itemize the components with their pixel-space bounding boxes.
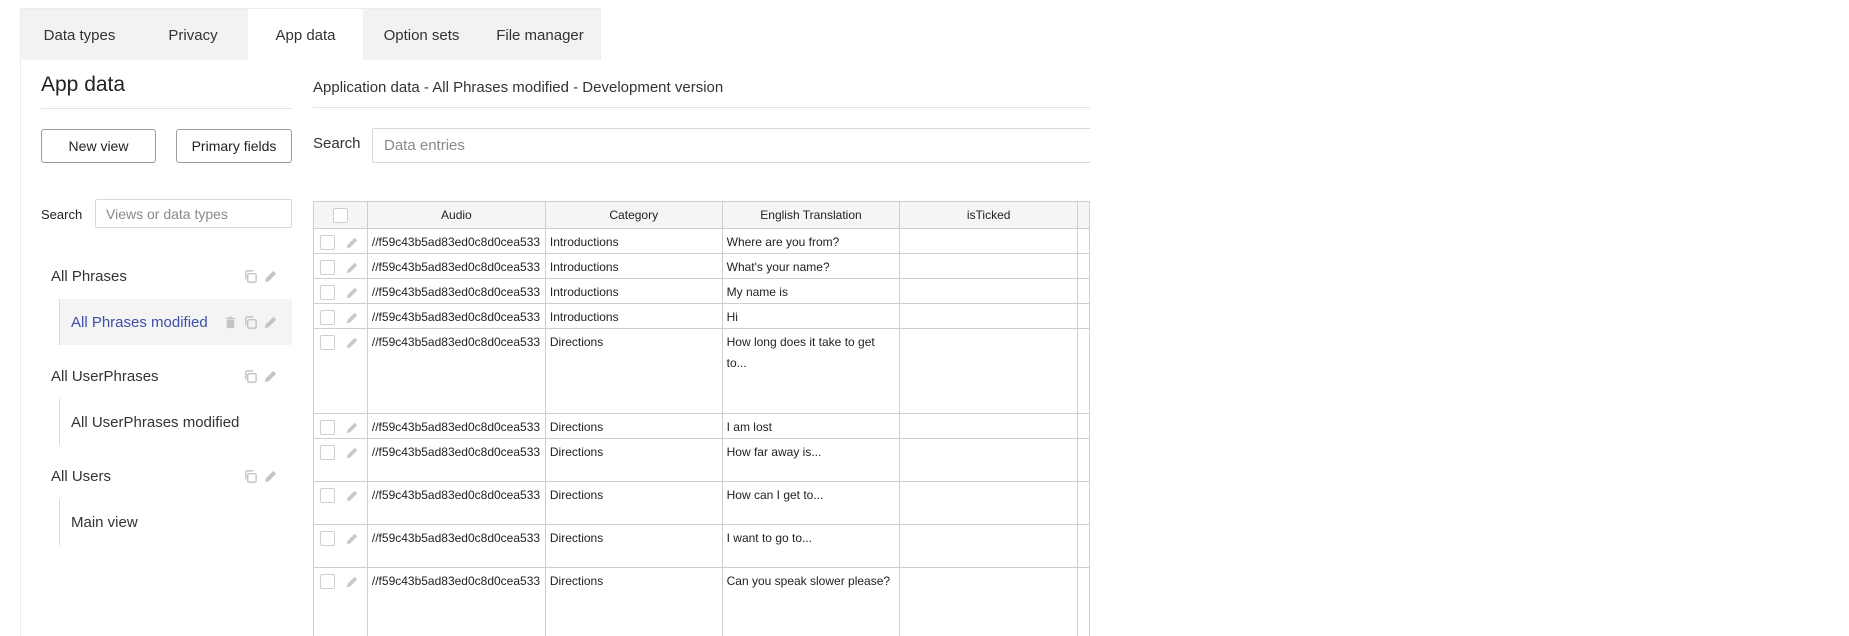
cell-english-translation[interactable]: Can you speak slower please?: [722, 568, 900, 636]
cell-english-translation[interactable]: How can I get to...: [722, 482, 900, 525]
cell-overflow: [1077, 254, 1089, 279]
cell-category[interactable]: Directions: [545, 329, 722, 414]
copy-icon[interactable]: [243, 469, 258, 484]
cell-isticked[interactable]: [900, 482, 1078, 525]
edit-row-icon[interactable]: [345, 532, 359, 546]
table-row[interactable]: [314, 279, 1090, 304]
primary-fields-button[interactable]: Primary fields: [176, 129, 292, 163]
cell-english-translation[interactable]: What's your name?: [722, 254, 900, 279]
cell-audio[interactable]: //f59c43b5ad83ed0c8d0cea533: [367, 329, 545, 414]
tab-file-manager[interactable]: File manager: [496, 26, 584, 44]
new-view-button[interactable]: New view: [41, 129, 156, 163]
table-row[interactable]: [314, 568, 1090, 636]
copy-icon[interactable]: [243, 369, 258, 384]
table-row[interactable]: [314, 414, 1090, 439]
row-controls: [314, 229, 368, 254]
tab-app-data[interactable]: App data: [248, 9, 363, 61]
row-controls: [314, 254, 368, 279]
cell-isticked[interactable]: [900, 525, 1078, 568]
cell-audio[interactable]: //f59c43b5ad83ed0c8d0cea533: [367, 304, 545, 329]
sidebar-item-all-userphrases[interactable]: [41, 353, 292, 399]
row-checkbox[interactable]: [320, 235, 335, 250]
row-checkbox[interactable]: [320, 488, 335, 503]
row-checkbox[interactable]: [320, 285, 335, 300]
edit-icon[interactable]: [263, 315, 278, 330]
cell-category[interactable]: Directions: [545, 414, 722, 439]
cell-overflow: [1077, 439, 1089, 482]
column-header-overflow: [1077, 202, 1089, 229]
cell-isticked[interactable]: [900, 439, 1078, 482]
cell-overflow: [1077, 568, 1089, 636]
cell-isticked[interactable]: [900, 254, 1078, 279]
cell-audio[interactable]: //f59c43b5ad83ed0c8d0cea533: [367, 414, 545, 439]
cell-category[interactable]: Introductions: [545, 254, 722, 279]
sidebar-item-all-phrases-modified[interactable]: [59, 299, 292, 345]
edit-row-icon[interactable]: [345, 446, 359, 460]
table-row[interactable]: [314, 254, 1090, 279]
sidebar-item-label: All UserPhrases modified: [71, 413, 240, 431]
sidebar-item-main-view[interactable]: [59, 499, 292, 545]
select-all-checkbox[interactable]: [333, 208, 348, 223]
edit-row-icon[interactable]: [345, 236, 359, 250]
cell-overflow: [1077, 304, 1089, 329]
cell-isticked[interactable]: [900, 568, 1078, 636]
cell-audio[interactable]: //f59c43b5ad83ed0c8d0cea533: [367, 482, 545, 525]
tab-privacy[interactable]: Privacy: [168, 26, 218, 44]
sidebar-item-all-users[interactable]: [41, 453, 292, 499]
data-table: [313, 201, 1090, 636]
cell-category[interactable]: Directions: [545, 525, 722, 568]
title-divider: [313, 107, 1090, 108]
sidebar-item-all-userphrases-modified[interactable]: [59, 399, 292, 445]
row-checkbox[interactable]: [320, 531, 335, 546]
sidebar-search-label: Search: [41, 207, 83, 222]
row-controls: [314, 482, 368, 525]
cell-audio[interactable]: //f59c43b5ad83ed0c8d0cea533: [367, 568, 545, 636]
sidebar-item-label: Main view: [71, 513, 138, 531]
row-checkbox[interactable]: [320, 335, 335, 350]
cell-isticked[interactable]: [900, 229, 1078, 254]
table-row[interactable]: [314, 439, 1090, 482]
sidebar-item-label: All Phrases modified: [71, 313, 208, 331]
edit-row-icon[interactable]: [345, 489, 359, 503]
row-controls: [314, 279, 368, 304]
cell-category[interactable]: Directions: [545, 482, 722, 525]
row-checkbox[interactable]: [320, 445, 335, 460]
column-header-category[interactable]: Category: [545, 202, 722, 229]
table-row[interactable]: [314, 482, 1090, 525]
row-controls: [314, 414, 368, 439]
entries-search-input[interactable]: [372, 128, 1090, 163]
row-controls: [314, 568, 368, 636]
cell-category[interactable]: Introductions: [545, 279, 722, 304]
row-controls: [314, 304, 368, 329]
table-row[interactable]: [314, 304, 1090, 329]
row-controls: [314, 439, 368, 482]
sidebar-item-label: All Users: [51, 467, 112, 485]
sidebar-item-label: All Phrases: [51, 267, 127, 285]
table-header-row: [314, 202, 1090, 229]
trash-icon[interactable]: [223, 315, 238, 330]
cell-audio[interactable]: //f59c43b5ad83ed0c8d0cea533: [367, 525, 545, 568]
row-checkbox[interactable]: [320, 310, 335, 325]
cell-english-translation[interactable]: How long does it take to get to...: [722, 329, 900, 414]
column-header-isticked[interactable]: isTicked: [900, 202, 1078, 229]
sidebar-divider: [41, 108, 292, 109]
column-header-english-translation[interactable]: English Translation: [722, 202, 900, 229]
cell-overflow: [1077, 229, 1089, 254]
edit-row-icon[interactable]: [345, 336, 359, 350]
cell-overflow: [1077, 329, 1089, 414]
sidebar-item-label: All UserPhrases: [51, 367, 159, 385]
cell-audio[interactable]: //f59c43b5ad83ed0c8d0cea533: [367, 229, 545, 254]
cell-english-translation[interactable]: How far away is...: [722, 439, 900, 482]
cell-audio[interactable]: //f59c43b5ad83ed0c8d0cea533: [367, 279, 545, 304]
cell-category[interactable]: Introductions: [545, 229, 722, 254]
cell-english-translation[interactable]: I am lost: [722, 414, 900, 439]
edit-icon[interactable]: [263, 269, 278, 284]
tab-data-types[interactable]: Data types: [43, 26, 116, 44]
cell-english-translation[interactable]: Where are you from?: [722, 229, 900, 254]
views-search-input[interactable]: [95, 199, 292, 228]
cell-overflow: [1077, 482, 1089, 525]
cell-isticked[interactable]: [900, 279, 1078, 304]
cell-category[interactable]: Introductions: [545, 304, 722, 329]
copy-icon[interactable]: [243, 315, 258, 330]
entries-search-label: Search: [313, 135, 361, 152]
tab-bar: [20, 8, 601, 61]
table-row[interactable]: [314, 329, 1090, 414]
select-all-cell: [314, 202, 368, 229]
cell-overflow: [1077, 279, 1089, 304]
row-controls: [314, 329, 368, 414]
row-controls: [314, 525, 368, 568]
row-checkbox[interactable]: [320, 420, 335, 435]
cell-category[interactable]: Directions: [545, 439, 722, 482]
sidebar-title: App data: [41, 73, 126, 96]
edit-icon[interactable]: [263, 369, 278, 384]
cell-audio[interactable]: //f59c43b5ad83ed0c8d0cea533: [367, 254, 545, 279]
app-data-panel: [20, 60, 1090, 636]
row-checkbox[interactable]: [320, 260, 335, 275]
cell-isticked[interactable]: [900, 414, 1078, 439]
copy-icon[interactable]: [243, 269, 258, 284]
table-row[interactable]: [314, 525, 1090, 568]
cell-category[interactable]: Directions: [545, 568, 722, 636]
cell-english-translation[interactable]: Hi: [722, 304, 900, 329]
edit-icon[interactable]: [263, 469, 278, 484]
cell-overflow: [1077, 525, 1089, 568]
cell-isticked[interactable]: [900, 304, 1078, 329]
edit-row-icon[interactable]: [345, 311, 359, 325]
column-header-audio[interactable]: Audio: [367, 202, 545, 229]
row-checkbox[interactable]: [320, 574, 335, 589]
cell-overflow: [1077, 414, 1089, 439]
table-row[interactable]: [314, 229, 1090, 254]
cell-audio[interactable]: //f59c43b5ad83ed0c8d0cea533: [367, 439, 545, 482]
tab-option-sets[interactable]: Option sets: [383, 26, 460, 44]
edit-row-icon[interactable]: [345, 421, 359, 435]
cell-english-translation[interactable]: My name is: [722, 279, 900, 304]
data-table-container[interactable]: [313, 201, 1090, 636]
cell-isticked[interactable]: [900, 329, 1078, 414]
cell-english-translation[interactable]: I want to go to...: [722, 525, 900, 568]
edit-row-icon[interactable]: [345, 575, 359, 589]
page-title: Application data - All Phrases modified - Development version: [313, 79, 724, 96]
sidebar-item-all-phrases[interactable]: [41, 253, 292, 299]
edit-row-icon[interactable]: [345, 261, 359, 275]
edit-row-icon[interactable]: [345, 286, 359, 300]
